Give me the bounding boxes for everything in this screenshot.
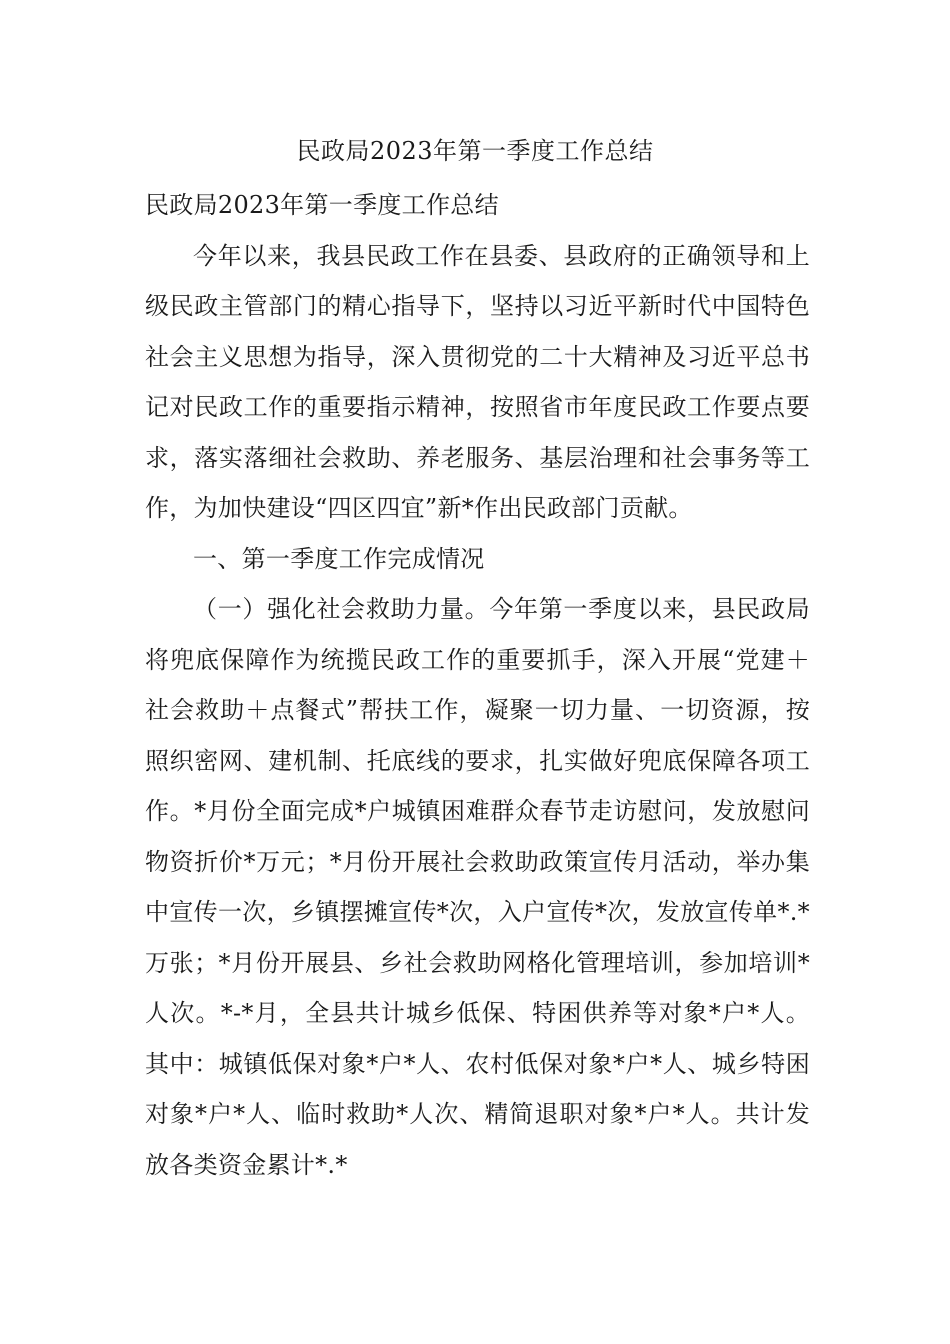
paragraph-intro: 今年以来，我县民政工作在县委、县政府的正确领导和上级民政主管部门的精心指导下，坚持以习近平新时代中国特色社会主义思想为指导，深入贯彻党的二十大精神及习近平总书记对民政工作的重要指示精神，按照省市年度民政工作要点要求，落实落细社会救助、养老服务、基层治理和社会事务等工作，为加快建设“四区四宜”新*作出民政部门贡献。 (145, 241, 810, 522)
document-subtitle: 民政局2023年第一季度工作总结 (145, 191, 499, 219)
document-body (145, 180, 810, 1190)
document-title: 民政局2023年第一季度工作总结 (296, 137, 654, 165)
section-heading: 一、第一季度工作完成情况 (193, 544, 485, 573)
paragraph-social-assistance: （一）强化社会救助力量。今年第一季度以来，县民政局将兜底保障作为统揽民政工作的重要抓手，深入开展“党建＋社会救助＋点餐式”帮扶工作，凝聚一切力量、一切资源，按照织密网、建机制、托底线的要求，扎实做好兜底保障各项工作。*月份全面完成*户城镇困难群众春节走访慰问，发放慰问物资折价*万元；*月份开展社会救助政策宣传月活动，举办集中宣传一次，乡镇摆摊宣传*次，入户宣传*次，发放宣传单*.*万张；*月份开展县、乡社会救助网格化管理培训，参加培训*人次。*-*月，全县共计城乡低保、特困供养等对象*户*人。其中：城镇低保对象*户*人、农村低保对象*户*人、城乡特困对象*户*人、临时救助*人次、精简退职对象*户*人。共计发放各类资金累计*.* (145, 595, 810, 1179)
